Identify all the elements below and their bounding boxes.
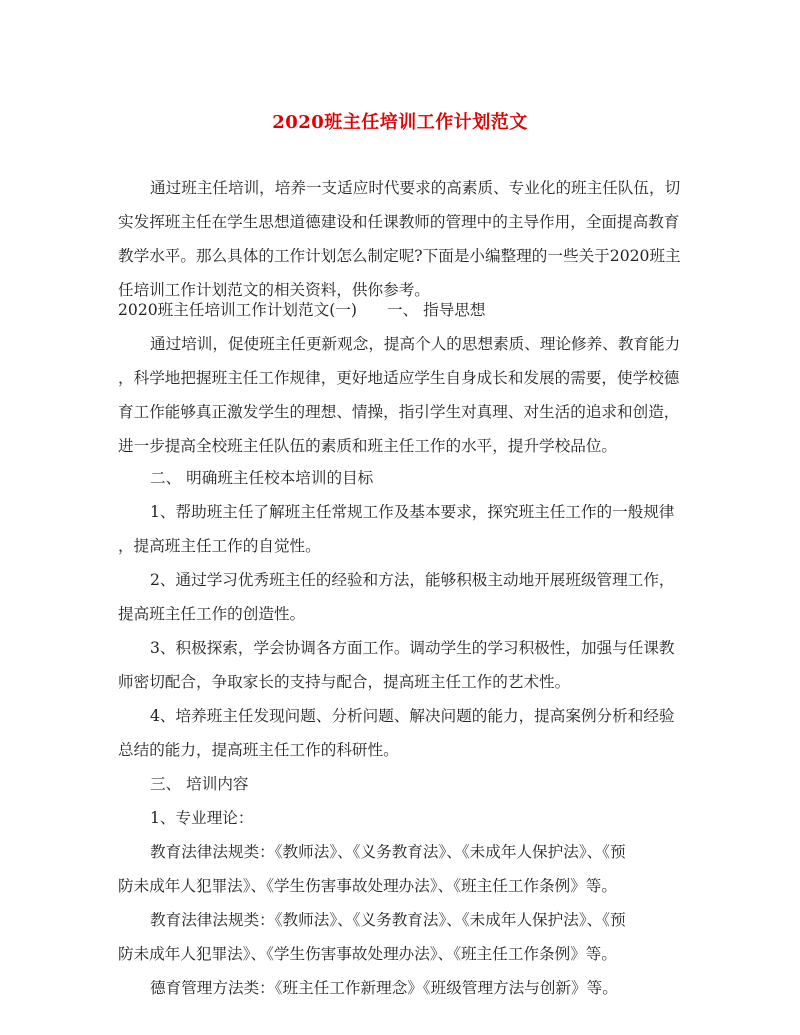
heading-goals: 二、 明确班主任校本培训的目标 xyxy=(150,469,374,487)
guiding-line-1: 通过培训，促使班主任更新观念，提高个人的思想素质、理论修养、教育能力 xyxy=(150,335,681,353)
intro-line-4: 任培训工作计划范文的相关资料，供你参考。 xyxy=(118,281,430,299)
sample-title: 2020班主任培训工作计划范文(一) xyxy=(118,301,357,319)
intro-line-1: 通过班主任培训，培养一支适应时代要求的高素质、专业化的班主任队伍，切 xyxy=(150,179,681,197)
intro-line-2: 实发挥班主任在学生思想道德建设和任课教师的管理中的主导作用，全面提高教育 xyxy=(118,213,680,231)
document-title: 2020班主任培训工作计划范文 xyxy=(272,112,528,133)
goal-1-line-1: 1、帮助班主任了解班主任常规工作及基本要求，探究班主任工作的一般规律 xyxy=(150,503,675,521)
goal-3-line-2: 师密切配合，争取家长的支持与配合，提高班主任工作的艺术性。 xyxy=(118,673,571,691)
section-heading-row xyxy=(118,300,698,320)
laws-repeat-line-1: 教育法律法规类：《教师法》、《义务教育法》、《未成年人保护法》、《预 xyxy=(150,911,626,929)
content-professional-theory: 1、专业理论： xyxy=(150,809,254,827)
guiding-line-2: ，科学地把握班主任工作规律，更好地适应学生自身成长和发展的需要，使学校德 xyxy=(118,369,680,387)
laws-line-1: 教育法律法规类：《教师法》、《义务教育法》、《未成年人保护法》、《预 xyxy=(150,843,626,861)
goal-4-line-2: 总结的能力，提高班主任工作的科研性。 xyxy=(118,741,399,759)
heading-content: 三、 培训内容 xyxy=(150,775,249,793)
goal-2-line-1: 2、通过学习优秀班主任的经验和方法，能够积极主动地开展班级管理工作， xyxy=(150,571,675,589)
heading-guiding-idea: 一、 指导思想 xyxy=(386,301,486,319)
laws-repeat-line-2: 防未成年人犯罪法》、《学生伤害事故处理办法》、《班主任工作条例》等。 xyxy=(118,945,617,963)
intro-line-3: 教学水平。那么具体的工作计划怎么制定呢?下面是小编整理的一些关于2020班主 xyxy=(118,247,681,265)
goal-4-line-1: 4、培养班主任发现问题、分析问题、解决问题的能力，提高案例分析和经验 xyxy=(150,707,675,725)
goal-1-line-2: ，提高班主任工作的自觉性。 xyxy=(118,537,321,555)
goal-3-line-1: 3、积极探索，学会协调各方面工作。调动学生的学习积极性，加强与任课教 xyxy=(150,639,675,657)
laws-line-2: 防未成年人犯罪法》、《学生伤害事故处理办法》、《班主任工作条例》等。 xyxy=(118,877,617,895)
moral-methods-line: 德育管理方法类：《班主任工作新理念》《班级管理方法与创新》等。 xyxy=(150,979,618,997)
guiding-line-3: 育工作能够真正激发学生的理想、情操，指引学生对真理、对生活的追求和创造， xyxy=(118,403,680,421)
guiding-line-4: 进一步提高全校班主任队伍的素质和班主任工作的水平，提升学校品位。 xyxy=(118,437,618,455)
goal-2-line-2: 提高班主任工作的创造性。 xyxy=(118,605,306,623)
